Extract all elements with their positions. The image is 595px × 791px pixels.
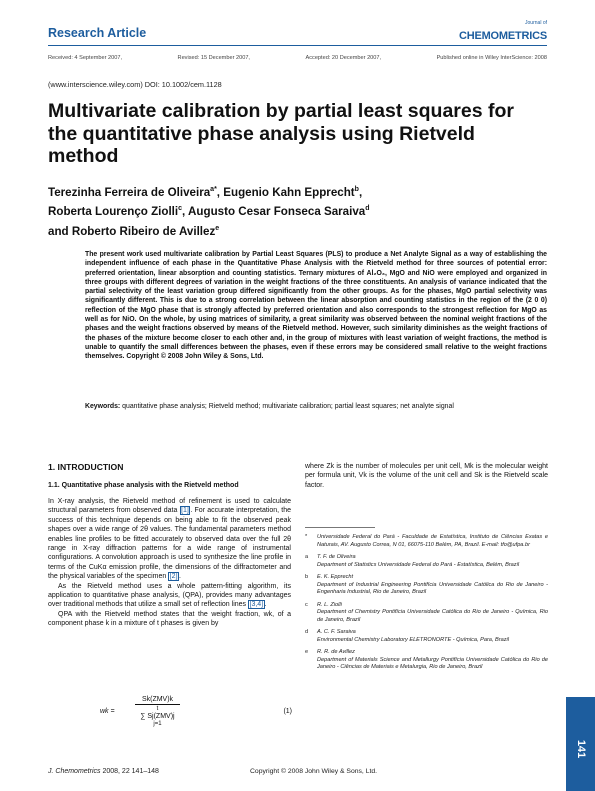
published-date: Published online in Wiley InterScience: 2008 bbox=[436, 55, 547, 61]
journal-logo-small: Journal of bbox=[525, 20, 547, 26]
doi-line[interactable]: (www.interscience.wiley.com) DOI: 10.1002/cem.1128 bbox=[48, 80, 222, 89]
equation-sum-lower: j=1 bbox=[153, 721, 162, 727]
keywords-list: quantitative phase analysis; Rietveld method; multivariate calibration; partial least squares; net analyte signal bbox=[122, 403, 454, 410]
affiliation-mark: d bbox=[305, 629, 309, 635]
keywords bbox=[85, 402, 547, 411]
affiliations bbox=[305, 534, 548, 677]
affiliation-item bbox=[305, 554, 548, 569]
received-date: Received: 4 September 2007, bbox=[48, 55, 123, 61]
affiliation-text: E. K. Epprecht Department of Industrial Engineering Pontifícia Universidade Católica do Rio de Janeiro - Engenharia Industrial, Rio de Janeiro, Brazil bbox=[317, 574, 548, 595]
affiliation-text: Universidade Federal do Pará - Faculdade de Estatística, Instituto de Ciências Exatas e Naturais, AV. Augusto Correa, N 01, 66075-110 Belém, PA, Brazil. E-mail: tfo@ufpa.br bbox=[317, 534, 548, 548]
equation-1 bbox=[100, 696, 292, 736]
paragraph bbox=[48, 497, 291, 582]
author-affil-mark: a* bbox=[210, 186, 217, 193]
author-name: Eugenio Kahn Epprecht bbox=[223, 185, 355, 199]
author-affil-mark: e bbox=[215, 224, 220, 232]
text: . bbox=[179, 573, 181, 581]
footer-copyright: Copyright © 2008 John Wiley & Sons, Ltd. bbox=[250, 768, 378, 775]
affiliation-item bbox=[305, 574, 548, 597]
affiliation-text: A. C. F. Saraiva Environmental Chemistry Laboratory ELETRONORTE - Química, Para, Brazil bbox=[317, 629, 510, 643]
author-sep: , bbox=[358, 185, 363, 199]
author-affil-mark: c bbox=[178, 205, 183, 213]
reference-link[interactable]: [3,4] bbox=[249, 601, 264, 609]
author-affil-mark: b bbox=[354, 186, 359, 193]
text: . For accurate interpretation, the success of this technique depends on being able to fit the observed peak shapes over a wide range of 2θ values. The fundamental parameters method enables line profiles to be fitted accurately to observed data over the full 2θ range in X-ray diffraction patterns for a wide range of instrumental configurations. A convolution approach is used to synthesize the line profile in terms of the CuKα emission profile, the dimensions of the diffractometer and the physical variables of the specimen bbox=[48, 507, 291, 581]
subsection-heading: 1.1. Quantitative phase analysis with the Rietveld method bbox=[48, 482, 239, 489]
accepted-date: Accepted: 20 December 2007, bbox=[305, 55, 382, 61]
affiliation-text: R. R. de Avillez Department of Materials Science and Metallurgy Pontifícia Universidade Católica do Rio de Janeiro - Ciências de Materiais e Metalurgia, Rio de Janeiro, Brazil bbox=[317, 649, 548, 670]
text: . bbox=[264, 601, 267, 609]
affiliation-mark: c bbox=[305, 601, 308, 608]
section-heading: 1. INTRODUCTION bbox=[48, 462, 124, 472]
equation-sum-upper: t bbox=[156, 706, 159, 712]
author-name: Augusto Cesar Fonseca Saraiva bbox=[188, 205, 366, 219]
page-number-tab bbox=[566, 697, 595, 791]
journal-logo bbox=[459, 20, 547, 44]
footer-citation bbox=[48, 768, 159, 775]
author-name: Roberta Lourenço Ziolli bbox=[48, 205, 179, 219]
equation-fraction bbox=[135, 696, 180, 728]
text: In X-ray analysis, the Rietveld method of refinement is used to calculate structural parameters from observed data bbox=[48, 498, 291, 515]
author-affil-mark: d bbox=[365, 205, 370, 213]
affiliation-item bbox=[305, 534, 548, 549]
author-list bbox=[48, 182, 548, 240]
text: As the Rietveld method uses a whole pattern-fitting algorithm, its application to quantitative phase analysis, (QPA), provides many advantages over traditional methods that utilize a small set of reflection lines bbox=[48, 582, 291, 609]
equation-number: (1) bbox=[283, 708, 292, 715]
author-sep: , bbox=[216, 185, 224, 199]
equation-denominator: ∑ Sj(ZMV)j bbox=[140, 713, 175, 720]
paragraph bbox=[48, 582, 291, 610]
affiliation-mark: a bbox=[305, 554, 309, 560]
reference-link[interactable]: [2] bbox=[169, 573, 178, 581]
affiliation-item bbox=[305, 602, 548, 625]
header-rule bbox=[48, 45, 547, 46]
journal-logo-big: CHEMOMETRICS bbox=[458, 30, 547, 42]
article-title: Multivariate calibration by partial least squares for the quantitative phase analysis using Rietveld method bbox=[48, 100, 514, 167]
affiliation-text: T. F. de Oliveira Department of Statistics Universidade Federal do Pará - Estatística, Belém, Brazil bbox=[317, 554, 520, 568]
affiliation-item bbox=[305, 649, 548, 672]
body-right-column: where Zk is the number of molecules per unit cell, Mk is the molecular weight per formula unit, Vk is the volume of the unit cell and Sk is the Rietveld scale factor. bbox=[305, 463, 548, 489]
author-name: and Roberto Ribeiro de Avillez bbox=[48, 224, 216, 238]
affiliation-mark: b bbox=[305, 574, 309, 580]
page-number: 141 bbox=[575, 739, 587, 759]
footer-volume: 2008, 22 141–148 bbox=[100, 768, 159, 775]
equation-lhs: wk = bbox=[100, 708, 115, 715]
author-sep: , bbox=[182, 205, 189, 219]
equation-numerator: Sk(ZMV)k bbox=[135, 696, 180, 705]
affiliation-mark: * bbox=[305, 534, 308, 540]
author-name: Terezinha Ferreira de Oliveira bbox=[48, 185, 211, 199]
body-left-column bbox=[48, 497, 291, 629]
affiliation-mark: e bbox=[305, 649, 309, 655]
abstract: The present work used multivariate calibration by Partial Least Squares (PLS) to produce a Net Analyte Signal as a way of establishing the independent influence of each phase in the Quantitative Phase Analysis with the Rietveld method for three sources of potential error: preferred orientation, linear absorption and counting statistics. Ternary mixtures of Al₂O₃, MgO and NiO were employed and organized in three groups with different degrees of variation in the weight fractions of the three constituents. An analysis of variance indicated that the partial selectivity of the least variation group differed significantly from the other groups. As for the phases, MgO partial selectivity was significantly different. This is due to a strong correlation between the linear absorption and counting statistics in the region of the (2 0 0) reflection of the MgO phase that is strongly affected by preferred orientation and also corresponds to the strongest reflection for MgO as well as for NiO. On the whole, by using matrices of similarity, a great similarity was observed between the nominal weight fractions of the phases and the weight fractions observed by means of the Rietveld method. However, such similarity diminishes as the weight fractions of the phases of the mixture become closer to each other and, in the group of mixtures with least variation of weight fractions, the method is unable to quantify the small differences between the phases, even if these errors may be considered small relative to the weight fractions themselves. Copyright © 2008 John Wiley & Sons, Ltd. bbox=[85, 251, 547, 361]
reference-link[interactable]: [1] bbox=[181, 507, 189, 515]
publication-dates bbox=[48, 55, 547, 61]
revised-date: Revised: 15 December 2007, bbox=[177, 55, 250, 61]
section-label: Research Article bbox=[48, 26, 147, 40]
paragraph: QPA with the Rietveld method states that the weight fraction, wk, of a component phase k in a mixture of t phases is given by bbox=[48, 610, 291, 628]
footer-journal: J. Chemometrics bbox=[48, 768, 101, 775]
keywords-label: Keywords: bbox=[85, 403, 121, 410]
affiliation-item bbox=[305, 629, 548, 644]
footnote-rule bbox=[305, 527, 375, 528]
affiliation-text: R. L. Ziolli Department of Chemistry Pontifícia Universidade Católica do Rio de Janeiro - Química, Rio de Janeiro, Brazil bbox=[317, 601, 548, 623]
